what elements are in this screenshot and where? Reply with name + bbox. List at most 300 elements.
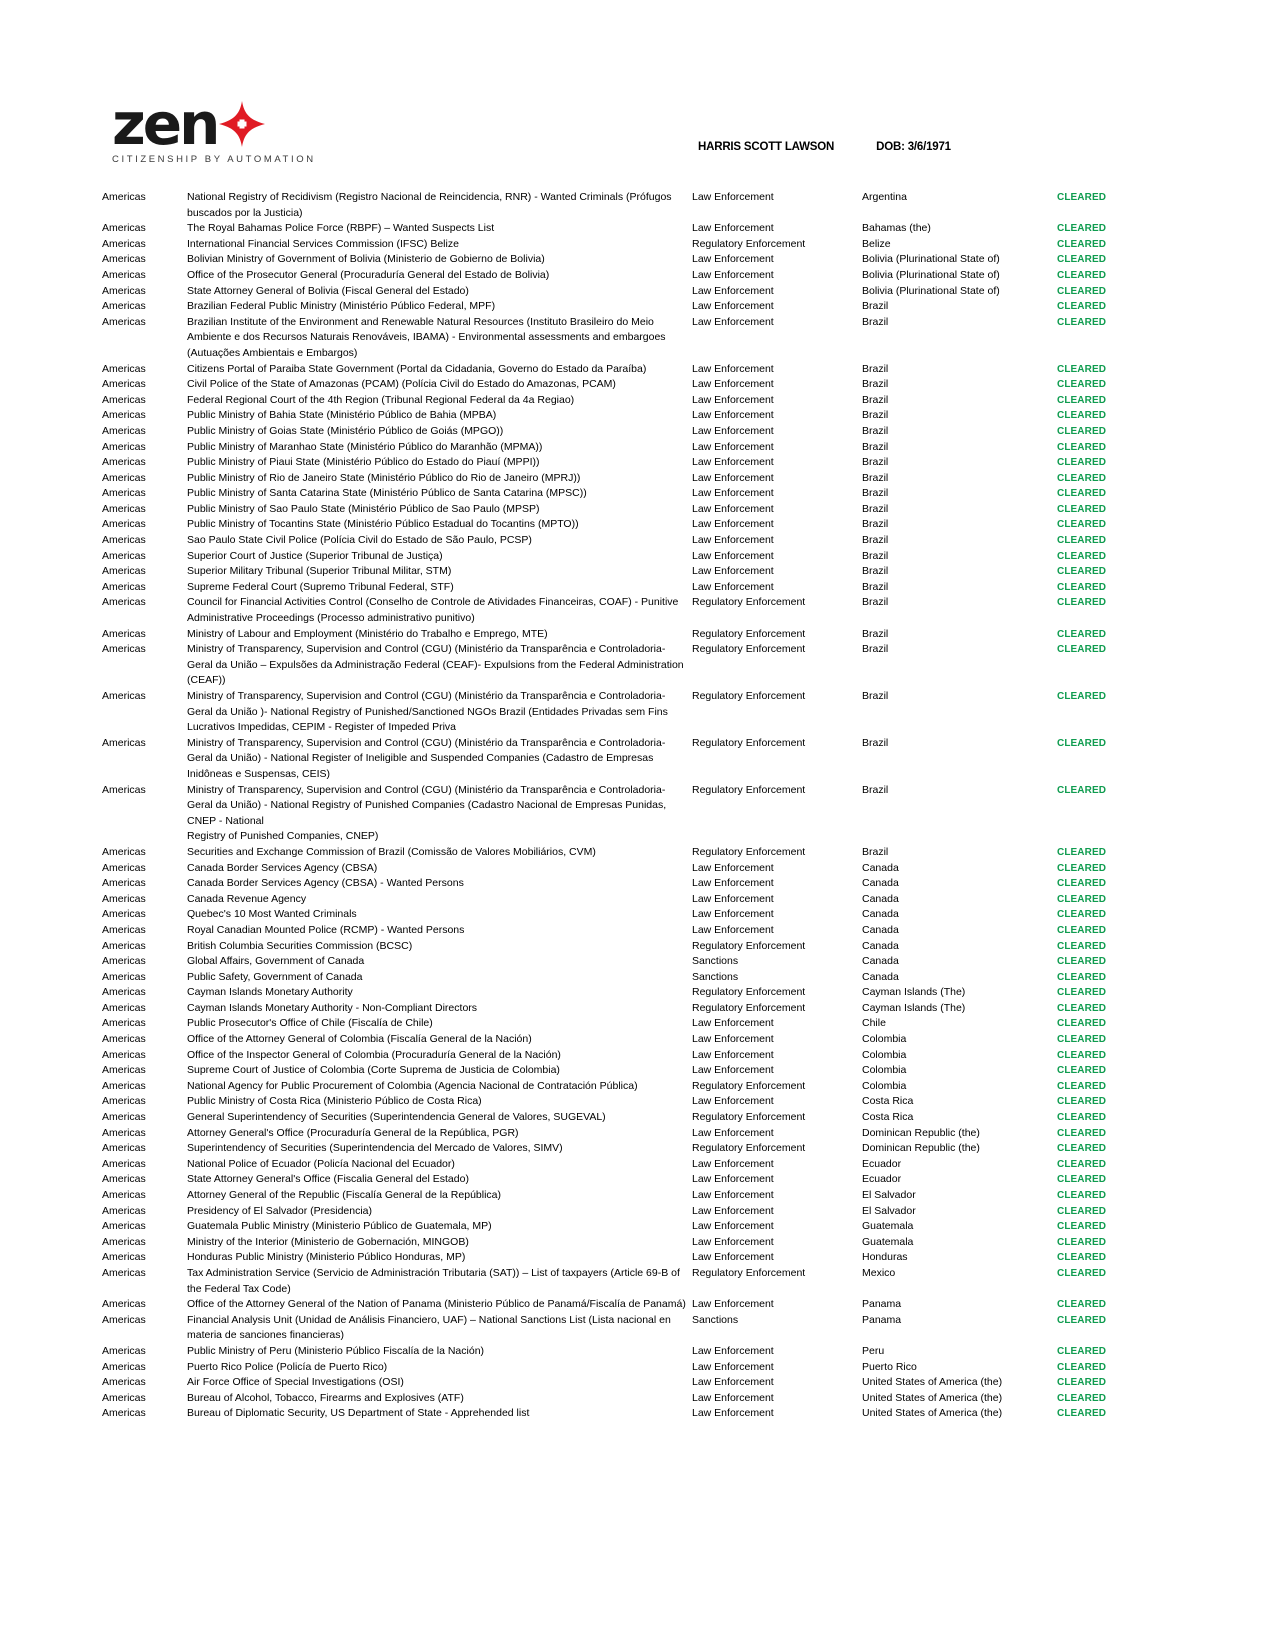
table-row bbox=[0, 642, 1284, 689]
cell-country: Panama bbox=[862, 1313, 902, 1326]
cell-country: Canada bbox=[862, 939, 899, 952]
cell-source: Brazilian Federal Public Ministry (Ministério Público Federal, MPF) bbox=[187, 300, 496, 313]
subject-dob: DOB: 3/6/1971 bbox=[876, 141, 951, 153]
cell-country: Brazil bbox=[862, 534, 889, 547]
cell-country: Brazil bbox=[862, 409, 889, 422]
cell-source: Presidency of El Salvador (Presidencia) bbox=[187, 1204, 373, 1217]
cell-region: Americas bbox=[102, 1407, 146, 1420]
cell-source: Royal Canadian Mounted Police (RCMP) - Wanted Persons bbox=[187, 923, 465, 936]
table-row bbox=[0, 190, 1284, 221]
cell-region: Americas bbox=[102, 502, 146, 515]
cell-country: Brazil bbox=[862, 518, 889, 531]
cell-region: Americas bbox=[102, 565, 146, 578]
status-badge: CLEARED bbox=[1057, 971, 1107, 983]
status-badge: CLEARED bbox=[1057, 1002, 1107, 1014]
cell-source: Financial Analysis Unit (Unidad de Análisis Financiero, UAF) – National Sanctions List (Lista nacional en materia de sanciones financieras) bbox=[187, 1313, 671, 1342]
cell-region: Americas bbox=[102, 1173, 146, 1186]
cell-type: Law Enforcement bbox=[692, 471, 774, 484]
cell-country: Cayman Islands (The) bbox=[862, 1001, 966, 1014]
cell-country: Brazil bbox=[862, 580, 889, 593]
cell-country: United States of America (the) bbox=[862, 1407, 1003, 1420]
cell-country: Costa Rica bbox=[862, 1111, 914, 1124]
cell-source: British Columbia Securities Commission (BCSC) bbox=[187, 939, 413, 952]
cell-source: Honduras Public Ministry (Ministerio Público Honduras, MP) bbox=[187, 1251, 466, 1264]
cell-type: Sanctions bbox=[692, 1313, 739, 1326]
cell-source: Council for Financial Activities Control (Conselho de Controle de Atividades Financeiras, COAF) - Punitive Administrative Proceedings (Processo administrativo punitivo) bbox=[187, 596, 679, 625]
table-row bbox=[0, 237, 1284, 253]
cell-country: Colombia bbox=[862, 1064, 907, 1077]
cell-type: Law Enforcement bbox=[692, 1064, 774, 1077]
cell-region: Americas bbox=[102, 456, 146, 469]
table-row bbox=[0, 1360, 1284, 1376]
cell-type: Law Enforcement bbox=[692, 1048, 774, 1061]
cell-country: Dominican Republic (the) bbox=[862, 1142, 980, 1155]
table-row bbox=[0, 876, 1284, 892]
cell-type: Law Enforcement bbox=[692, 1251, 774, 1264]
cell-type: Law Enforcement bbox=[692, 1220, 774, 1233]
cell-type: Regulatory Enforcement bbox=[692, 237, 806, 250]
cell-source: Public Ministry of Sao Paulo State (Ministério Público de Sao Paulo (MPSP) bbox=[187, 502, 540, 515]
table-row bbox=[0, 1391, 1284, 1407]
cell-region: Americas bbox=[102, 1033, 146, 1046]
cell-region: Americas bbox=[102, 1079, 146, 1092]
status-badge: CLEARED bbox=[1057, 519, 1107, 531]
cell-type: Law Enforcement bbox=[692, 487, 774, 500]
cell-country: Colombia bbox=[862, 1048, 907, 1061]
logo-wordmark-row bbox=[112, 90, 352, 158]
status-badge: CLEARED bbox=[1057, 566, 1107, 578]
cell-country: Mexico bbox=[862, 1266, 896, 1279]
table-row bbox=[0, 1172, 1284, 1188]
cell-type: Regulatory Enforcement bbox=[692, 783, 806, 796]
cell-source: International Financial Services Commission (IFSC) Belize bbox=[187, 237, 459, 250]
status-badge: CLEARED bbox=[1057, 1174, 1107, 1186]
table-row bbox=[0, 1032, 1284, 1048]
cell-type: Law Enforcement bbox=[692, 580, 774, 593]
status-badge: CLEARED bbox=[1057, 1158, 1107, 1170]
cell-type: Law Enforcement bbox=[692, 315, 774, 328]
cell-type: Regulatory Enforcement bbox=[692, 736, 806, 749]
cell-region: Americas bbox=[102, 1251, 146, 1264]
cell-type: Law Enforcement bbox=[692, 1235, 774, 1248]
cell-country: Bolivia (Plurinational State of) bbox=[862, 253, 1000, 266]
cell-country: Brazil bbox=[862, 362, 889, 375]
cell-source: Office of the Attorney General of Colombia (Fiscalía General de la Nación) bbox=[187, 1033, 532, 1046]
screening-results-table bbox=[0, 190, 1284, 1422]
cell-country: Brazil bbox=[862, 565, 889, 578]
status-badge: CLEARED bbox=[1057, 1065, 1107, 1077]
status-badge: CLEARED bbox=[1057, 597, 1107, 609]
status-badge: CLEARED bbox=[1057, 425, 1107, 437]
table-row bbox=[0, 1204, 1284, 1220]
status-badge: CLEARED bbox=[1057, 628, 1107, 640]
cell-country: Colombia bbox=[862, 1079, 907, 1092]
cell-region: Americas bbox=[102, 892, 146, 905]
status-badge: CLEARED bbox=[1057, 1314, 1107, 1326]
cell-country: Bahamas (the) bbox=[862, 222, 931, 235]
table-row bbox=[0, 252, 1284, 268]
cell-region: Americas bbox=[102, 1048, 146, 1061]
status-badge: CLEARED bbox=[1057, 1205, 1107, 1217]
cell-country: Brazil bbox=[862, 783, 889, 796]
table-row bbox=[0, 1235, 1284, 1251]
cell-country: Peru bbox=[862, 1344, 885, 1357]
table-row bbox=[0, 1063, 1284, 1079]
status-badge: CLEARED bbox=[1057, 1377, 1107, 1389]
cell-source: Canada Border Services Agency (CBSA) bbox=[187, 861, 378, 874]
cell-region: Americas bbox=[102, 1220, 146, 1233]
status-badge: CLEARED bbox=[1057, 1034, 1107, 1046]
cell-region: Americas bbox=[102, 362, 146, 375]
cell-country: El Salvador bbox=[862, 1204, 916, 1217]
cell-region: Americas bbox=[102, 315, 146, 328]
table-row bbox=[0, 455, 1284, 471]
status-badge: CLEARED bbox=[1057, 285, 1107, 297]
cell-type: Law Enforcement bbox=[692, 565, 774, 578]
cell-source: Bureau of Diplomatic Security, US Department of State - Apprehended list bbox=[187, 1407, 530, 1420]
table-row bbox=[0, 1048, 1284, 1064]
cell-type: Law Enforcement bbox=[692, 1204, 774, 1217]
cell-source: Cayman Islands Monetary Authority bbox=[187, 986, 353, 999]
status-badge: CLEARED bbox=[1057, 909, 1107, 921]
cell-country: Costa Rica bbox=[862, 1095, 914, 1108]
status-badge: CLEARED bbox=[1057, 1096, 1107, 1108]
cell-source: Public Ministry of Maranhao State (Ministério Público do Maranhão (MPMA)) bbox=[187, 440, 543, 453]
logo-tagline: CITIZENSHIP BY AUTOMATION bbox=[112, 154, 316, 165]
table-row bbox=[0, 1219, 1284, 1235]
zen-star-icon bbox=[219, 101, 265, 147]
subject-header bbox=[698, 141, 951, 153]
cell-country: Brazil bbox=[862, 378, 889, 391]
cell-source: Securities and Exchange Commission of Brazil (Comissão de Valores Mobiliários, CVM) bbox=[187, 845, 596, 858]
cell-source: Superior Court of Justice (Superior Tribunal de Justiça) bbox=[187, 549, 443, 562]
table-row bbox=[0, 1266, 1284, 1297]
status-badge: CLEARED bbox=[1057, 1252, 1107, 1264]
zen-logo bbox=[112, 90, 352, 165]
table-row bbox=[0, 580, 1284, 596]
cell-source: Quebec's 10 Most Wanted Criminals bbox=[187, 908, 357, 921]
cell-region: Americas bbox=[102, 487, 146, 500]
cell-type: Regulatory Enforcement bbox=[692, 1079, 806, 1092]
status-badge: CLEARED bbox=[1057, 862, 1107, 874]
cell-type: Law Enforcement bbox=[692, 502, 774, 515]
status-badge: CLEARED bbox=[1057, 1267, 1107, 1279]
cell-country: Canada bbox=[862, 908, 899, 921]
cell-type: Law Enforcement bbox=[692, 409, 774, 422]
status-badge: CLEARED bbox=[1057, 1049, 1107, 1061]
status-badge: CLEARED bbox=[1057, 1236, 1107, 1248]
cell-country: Brazil bbox=[862, 315, 889, 328]
cell-source: Tax Administration Service (Servicio de Administración Tributaria (SAT)) – List of taxpayers (Article 69-B of the Federal Tax Code) bbox=[187, 1266, 680, 1295]
cell-country: Brazil bbox=[862, 643, 889, 656]
cell-source: Bolivian Ministry of Government of Bolivia (Ministerio de Gobierno de Bolivia) bbox=[187, 253, 545, 266]
cell-region: Americas bbox=[102, 1157, 146, 1170]
page-header bbox=[0, 0, 1284, 195]
cell-country: Brazil bbox=[862, 440, 889, 453]
table-row bbox=[0, 1110, 1284, 1126]
status-badge: CLEARED bbox=[1057, 394, 1107, 406]
cell-source: Public Ministry of Rio de Janeiro State (Ministério Público do Rio de Janeiro (MPRJ)) bbox=[187, 471, 581, 484]
status-badge: CLEARED bbox=[1057, 1143, 1107, 1155]
table-row bbox=[0, 533, 1284, 549]
cell-country: Panama bbox=[862, 1298, 902, 1311]
cell-region: Americas bbox=[102, 1095, 146, 1108]
table-row bbox=[0, 471, 1284, 487]
status-badge: CLEARED bbox=[1057, 1408, 1107, 1420]
status-badge: CLEARED bbox=[1057, 1361, 1107, 1373]
cell-country: Puerto Rico bbox=[862, 1360, 917, 1373]
cell-source: Supreme Court of Justice of Colombia (Corte Suprema de Justicia de Colombia) bbox=[187, 1064, 560, 1077]
table-row bbox=[0, 954, 1284, 970]
cell-region: Americas bbox=[102, 877, 146, 890]
cell-region: Americas bbox=[102, 549, 146, 562]
cell-country: Brazil bbox=[862, 393, 889, 406]
cell-country: Brazil bbox=[862, 736, 889, 749]
status-badge: CLEARED bbox=[1057, 410, 1107, 422]
cell-region: Americas bbox=[102, 440, 146, 453]
cell-region: Americas bbox=[102, 1189, 146, 1201]
cell-type: Law Enforcement bbox=[692, 300, 774, 313]
cell-country: Canada bbox=[862, 877, 899, 890]
cell-region: Americas bbox=[102, 1142, 146, 1155]
table-row bbox=[0, 1313, 1284, 1344]
cell-region: Americas bbox=[102, 1064, 146, 1077]
cell-type: Law Enforcement bbox=[692, 393, 774, 406]
table-row bbox=[0, 502, 1284, 518]
table-row bbox=[0, 907, 1284, 923]
cell-source: Cayman Islands Monetary Authority - Non-Compliant Directors bbox=[187, 1001, 478, 1014]
status-badge: CLEARED bbox=[1057, 1112, 1107, 1124]
status-badge: CLEARED bbox=[1057, 254, 1107, 266]
cell-country: Brazil bbox=[862, 596, 889, 609]
cell-source: National Police of Ecuador (Policía Nacional del Ecuador) bbox=[187, 1157, 455, 1170]
cell-type: Regulatory Enforcement bbox=[692, 1266, 806, 1279]
cell-source: Public Ministry of Goias State (Ministério Público de Goiás (MPGO)) bbox=[187, 424, 504, 437]
cell-type: Law Enforcement bbox=[692, 1017, 774, 1030]
cell-source: Ministry of Transparency, Supervision and Control (CGU) (Ministério da Transparência e Controladoria-Geral da União )- National Registry of Punished/Sanctioned NGOs Brazil (Entidades Privadas sem Fins Lucrativos Impedidas, CEPIM - Register of Impeded Priva bbox=[187, 690, 668, 734]
table-row bbox=[0, 1079, 1284, 1095]
cell-type: Sanctions bbox=[692, 955, 739, 968]
cell-source: Public Ministry of Piaui State (Ministério Público do Estado do Piauí (MPPI)) bbox=[187, 456, 540, 469]
cell-country: Canada bbox=[862, 970, 899, 983]
table-row bbox=[0, 1126, 1284, 1142]
status-badge: CLEARED bbox=[1057, 1299, 1107, 1311]
cell-source: Ministry of Transparency, Supervision and Control (CGU) (Ministério da Transparência e Controladoria-Geral da União – Expulsões da Administração Federal (CEAF)- Expulsions from the Federal Administration (CEAF)) bbox=[187, 643, 684, 687]
cell-country: Chile bbox=[862, 1017, 886, 1030]
cell-region: Americas bbox=[102, 986, 146, 999]
table-row bbox=[0, 1016, 1284, 1032]
cell-country: Honduras bbox=[862, 1251, 908, 1264]
cell-type: Law Enforcement bbox=[692, 222, 774, 235]
status-badge: CLEARED bbox=[1057, 1392, 1107, 1404]
table-row bbox=[0, 970, 1284, 986]
status-badge: CLEARED bbox=[1057, 192, 1107, 203]
cell-type: Law Enforcement bbox=[692, 1391, 774, 1404]
cell-country: Cayman Islands (The) bbox=[862, 986, 966, 999]
status-badge: CLEARED bbox=[1057, 457, 1107, 469]
cell-region: Americas bbox=[102, 409, 146, 422]
cell-country: Canada bbox=[862, 955, 899, 968]
status-badge: CLEARED bbox=[1057, 1345, 1107, 1357]
status-badge: CLEARED bbox=[1057, 691, 1107, 702]
table-row bbox=[0, 892, 1284, 908]
table-row bbox=[0, 424, 1284, 440]
cell-source: Air Force Office of Special Investigations (OSI) bbox=[187, 1376, 404, 1389]
cell-type: Law Enforcement bbox=[692, 518, 774, 531]
status-badge: CLEARED bbox=[1057, 987, 1107, 999]
cell-type: Regulatory Enforcement bbox=[692, 643, 806, 656]
cell-type: Law Enforcement bbox=[692, 1173, 774, 1186]
cell-country: Ecuador bbox=[862, 1157, 902, 1170]
cell-source: Bureau of Alcohol, Tobacco, Firearms and Explosives (ATF) bbox=[187, 1391, 464, 1404]
cell-type: Law Enforcement bbox=[692, 1189, 774, 1201]
cell-region: Americas bbox=[102, 518, 146, 531]
cell-country: Brazil bbox=[862, 627, 889, 640]
cell-region: Americas bbox=[102, 237, 146, 250]
status-badge: CLEARED bbox=[1057, 581, 1107, 593]
status-badge: CLEARED bbox=[1057, 644, 1107, 656]
table-row bbox=[0, 1297, 1284, 1313]
cell-source: Public Ministry of Bahia State (Ministério Público de Bahia (MPBA) bbox=[187, 409, 497, 422]
table-row bbox=[0, 517, 1284, 533]
cell-region: Americas bbox=[102, 736, 146, 749]
cell-country: Bolivia (Plurinational State of) bbox=[862, 268, 1000, 281]
cell-type: Law Enforcement bbox=[692, 284, 774, 297]
cell-source: Ministry of Labour and Employment (Ministério do Trabalho e Emprego, MTE) bbox=[187, 627, 548, 640]
cell-region: Americas bbox=[102, 955, 146, 968]
cell-type: Regulatory Enforcement bbox=[692, 690, 806, 702]
cell-source: State Attorney General's Office (Fiscalia General del Estado) bbox=[187, 1173, 469, 1186]
table-row bbox=[0, 408, 1284, 424]
status-badge: CLEARED bbox=[1057, 301, 1107, 313]
cell-country: Colombia bbox=[862, 1033, 907, 1046]
cell-source: Ministry of Transparency, Supervision and Control (CGU) (Ministério da Transparência e Controladoria-Geral da União) - National Register of Ineligible and Suspended Companies (Cadastro de Empresas Inidôneas e Suspensas, CEIS) bbox=[187, 736, 666, 780]
cell-type: Law Enforcement bbox=[692, 908, 774, 921]
cell-region: Americas bbox=[102, 378, 146, 391]
cell-country: Belize bbox=[862, 237, 891, 250]
cell-type: Law Enforcement bbox=[692, 424, 774, 437]
cell-country: Brazil bbox=[862, 487, 889, 500]
table-row bbox=[0, 1001, 1284, 1017]
cell-region: Americas bbox=[102, 253, 146, 266]
table-row bbox=[0, 268, 1284, 284]
cell-type: Law Enforcement bbox=[692, 1033, 774, 1046]
cell-type: Regulatory Enforcement bbox=[692, 1111, 806, 1124]
table-row bbox=[0, 315, 1284, 362]
cell-country: Brazil bbox=[862, 424, 889, 437]
cell-region: Americas bbox=[102, 424, 146, 437]
cell-source: Global Affairs, Government of Canada bbox=[187, 955, 365, 968]
status-badge: CLEARED bbox=[1057, 269, 1107, 281]
status-badge: CLEARED bbox=[1057, 924, 1107, 936]
cell-country: Canada bbox=[862, 861, 899, 874]
cell-type: Law Enforcement bbox=[692, 191, 774, 203]
cell-type: Regulatory Enforcement bbox=[692, 845, 806, 858]
cell-region: Americas bbox=[102, 1391, 146, 1404]
status-badge: CLEARED bbox=[1057, 238, 1107, 250]
cell-region: Americas bbox=[102, 643, 146, 656]
cell-type: Law Enforcement bbox=[692, 534, 774, 547]
cell-source: Office of the Inspector General of Colombia (Procuraduría General de la Nación) bbox=[187, 1048, 561, 1061]
cell-source: The Royal Bahamas Police Force (RBPF) – Wanted Suspects List bbox=[187, 222, 495, 235]
status-badge: CLEARED bbox=[1057, 893, 1107, 905]
table-row bbox=[0, 1375, 1284, 1391]
cell-source: Public Safety, Government of Canada bbox=[187, 970, 363, 983]
cell-country: El Salvador bbox=[862, 1189, 916, 1201]
status-badge: CLEARED bbox=[1057, 1127, 1107, 1139]
cell-type: Law Enforcement bbox=[692, 1407, 774, 1420]
cell-region: Americas bbox=[102, 534, 146, 547]
cell-source: Attorney General's Office (Procuraduría General de la República, PGR) bbox=[187, 1126, 519, 1139]
cell-source: National Agency for Public Procurement of Colombia (Agencia Nacional de Contratación Pública) bbox=[187, 1079, 638, 1092]
cell-source: Office of the Prosecutor General (Procuraduría General del Estado de Bolivia) bbox=[187, 268, 550, 281]
cell-type: Law Enforcement bbox=[692, 923, 774, 936]
cell-country: Canada bbox=[862, 892, 899, 905]
cell-region: Americas bbox=[102, 1235, 146, 1248]
cell-region: Americas bbox=[102, 284, 146, 297]
cell-country: Ecuador bbox=[862, 1173, 902, 1186]
cell-country: United States of America (the) bbox=[862, 1376, 1003, 1389]
cell-source: Public Prosecutor's Office of Chile (Fiscalía de Chile) bbox=[187, 1017, 433, 1030]
cell-source: General Superintendency of Securities (Superintendencia General de Valores, SUGEVAL) bbox=[187, 1111, 606, 1124]
cell-source: Supreme Federal Court (Supremo Tribunal Federal, STF) bbox=[187, 580, 454, 593]
cell-country: Guatemala bbox=[862, 1220, 914, 1233]
table-row bbox=[0, 1157, 1284, 1173]
cell-source: Canada Revenue Agency bbox=[187, 892, 307, 905]
cell-region: Americas bbox=[102, 222, 146, 235]
cell-country: Guatemala bbox=[862, 1235, 914, 1248]
cell-type: Law Enforcement bbox=[692, 440, 774, 453]
cell-country: Dominican Republic (the) bbox=[862, 1126, 980, 1139]
logo-wordmark-text: zen bbox=[112, 90, 218, 158]
status-badge: CLEARED bbox=[1057, 472, 1107, 484]
cell-country: Canada bbox=[862, 923, 899, 936]
cell-source: Guatemala Public Ministry (Ministerio Público de Guatemala, MP) bbox=[187, 1220, 492, 1233]
cell-country: Brazil bbox=[862, 549, 889, 562]
status-badge: CLEARED bbox=[1057, 316, 1107, 328]
cell-region: Americas bbox=[102, 1313, 146, 1326]
status-badge: CLEARED bbox=[1057, 784, 1107, 796]
cell-country: Brazil bbox=[862, 502, 889, 515]
status-badge: CLEARED bbox=[1057, 379, 1107, 391]
status-badge: CLEARED bbox=[1057, 846, 1107, 858]
table-row bbox=[0, 1250, 1284, 1266]
cell-region: Americas bbox=[102, 596, 146, 609]
cell-source: Civil Police of the State of Amazonas (PCAM) (Polícia Civil do Estado do Amazonas, PCAM) bbox=[187, 378, 616, 391]
status-badge: CLEARED bbox=[1057, 550, 1107, 562]
cell-source: Canada Border Services Agency (CBSA) - Wanted Persons bbox=[187, 877, 464, 890]
cell-source: Ministry of the Interior (Ministerio de Gobernación, MINGOB) bbox=[187, 1235, 469, 1248]
table-row bbox=[0, 923, 1284, 939]
cell-source: Brazilian Institute of the Environment and Renewable Natural Resources (Instituto Brasileiro do Meio Ambiente e dos Recursos Naturais Renováveis, IBAMA) - Environmental assessments and embargoes (Autuações Ambientais e Embargos) bbox=[187, 315, 666, 359]
cell-region: Americas bbox=[102, 1344, 146, 1357]
cell-region: Americas bbox=[102, 690, 146, 702]
table-row bbox=[0, 221, 1284, 237]
cell-country: Brazil bbox=[862, 471, 889, 484]
status-badge: CLEARED bbox=[1057, 1221, 1107, 1233]
cell-type: Regulatory Enforcement bbox=[692, 596, 806, 609]
cell-source: Public Ministry of Costa Rica (Ministerio Público de Costa Rica) bbox=[187, 1095, 482, 1108]
status-badge: CLEARED bbox=[1057, 956, 1107, 968]
cell-type: Law Enforcement bbox=[692, 1360, 774, 1373]
cell-region: Americas bbox=[102, 970, 146, 983]
cell-region: Americas bbox=[102, 1017, 146, 1030]
cell-type: Law Enforcement bbox=[692, 549, 774, 562]
cell-source: Ministry of Transparency, Supervision and Control (CGU) (Ministério da Transparência e Controladoria-Geral da União) - National Registry of Punished Companies (Cadastro Nacional de Empresas Punidas, CNEP - National Registry of Punished Companies, CNEP) bbox=[187, 783, 667, 843]
table-row bbox=[0, 362, 1284, 378]
cell-region: Americas bbox=[102, 393, 146, 406]
cell-region: Americas bbox=[102, 1126, 146, 1139]
